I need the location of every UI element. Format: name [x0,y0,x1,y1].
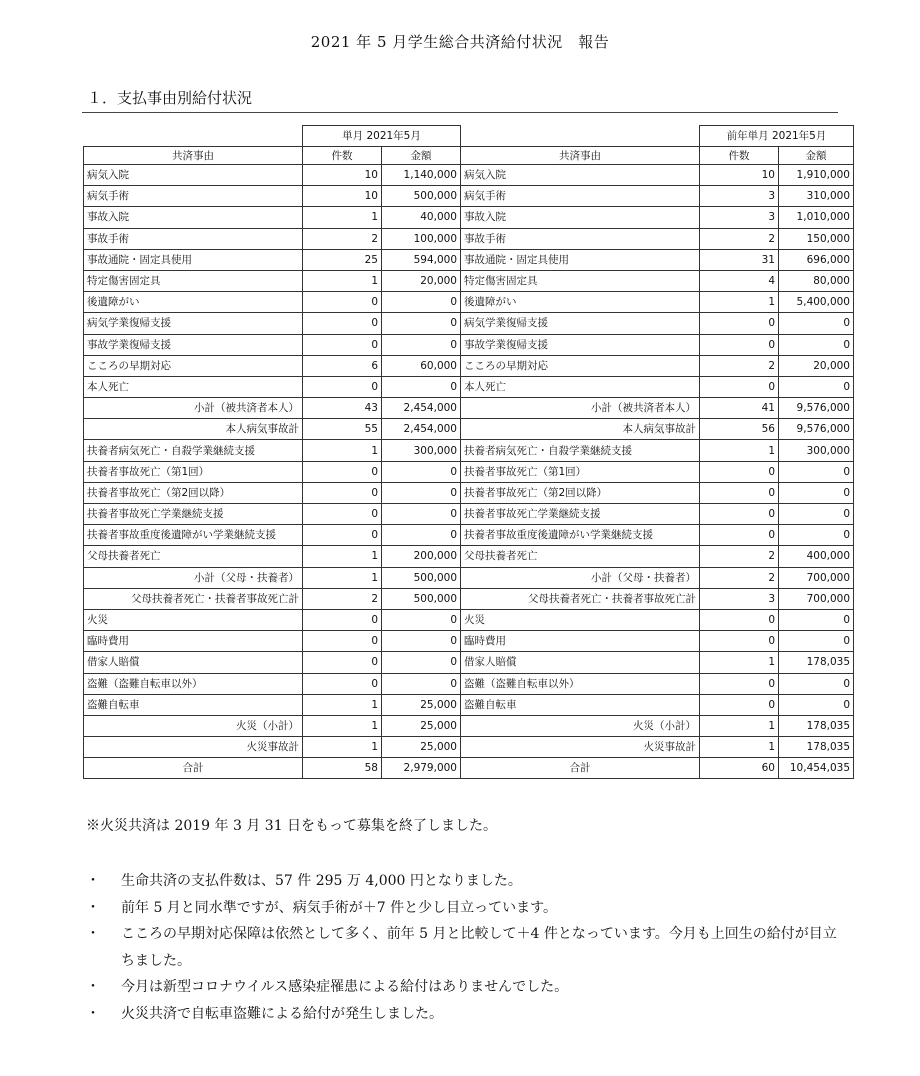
reason-cell-right: 扶養者事故死亡学業継続支援 [461,504,700,525]
count-cell-left: 1 [303,567,382,588]
amount-cell-right: 80,000 [779,270,854,291]
amount-cell-left: 0 [382,525,461,546]
count-cell-left: 25 [303,249,382,270]
count-cell-right: 1 [700,292,779,313]
amount-cell-right: 0 [779,673,854,694]
bullet-mark: ・ [86,926,100,942]
table-row [84,292,854,313]
amount-cell-left: 0 [382,334,461,355]
table-row [84,249,854,270]
count-cell-right: 0 [700,694,779,715]
bullet-mark: ・ [86,979,100,995]
reason-cell-left: 父母扶養者死亡・扶養者事故死亡計 [84,588,303,609]
reason-cell-right: 扶養者病気死亡・自殺学業継続支援 [461,440,700,461]
reason-cell-left: 臨時費用 [84,631,303,652]
table-row [84,165,854,186]
count-cell-left: 2 [303,588,382,609]
col-reason-left: 共済事由 [84,147,303,165]
amount-cell-left: 500,000 [382,186,461,207]
count-cell-right: 1 [700,737,779,758]
reason-cell-left: 扶養者事故死亡（第2回以降） [84,482,303,503]
summary-bullet [86,1001,846,1028]
count-cell-right: 0 [700,313,779,334]
amount-cell-right: 0 [779,525,854,546]
count-cell-left: 10 [303,165,382,186]
reason-cell-right: 合計 [461,758,700,779]
table-row [84,419,854,440]
amount-cell-left: 300,000 [382,440,461,461]
amount-cell-right: 150,000 [779,228,854,249]
count-cell-left: 1 [303,715,382,736]
amount-cell-right: 310,000 [779,186,854,207]
count-cell-left: 0 [303,673,382,694]
count-cell-left: 0 [303,525,382,546]
period-header-row [84,126,854,147]
amount-cell-right: 700,000 [779,588,854,609]
amount-cell-left: 0 [382,292,461,313]
count-cell-right: 0 [700,376,779,397]
count-cell-left: 0 [303,376,382,397]
reason-cell-left: 事故学業復帰支援 [84,334,303,355]
reason-cell-right: 扶養者事故死亡（第2回以降） [461,482,700,503]
amount-cell-right: 9,576,000 [779,419,854,440]
count-cell-right: 1 [700,440,779,461]
count-cell-right: 2 [700,355,779,376]
bullet-text: 生命共済の支払件数は、57 件 295 万 4,000 円となりました。 [121,873,522,889]
reason-cell-right: 事故学業復帰支援 [461,334,700,355]
count-cell-right: 3 [700,207,779,228]
reason-cell-right: 本人死亡 [461,376,700,397]
reason-cell-left: 本人死亡 [84,376,303,397]
table-row [84,652,854,673]
table-row [84,546,854,567]
reason-cell-left: 特定傷害固定具 [84,270,303,291]
count-cell-right: 10 [700,165,779,186]
amount-cell-left: 0 [382,482,461,503]
bullet-mark: ・ [86,899,100,916]
count-cell-left: 1 [303,546,382,567]
summary-bullet [86,921,846,974]
amount-cell-left: 0 [382,504,461,525]
reason-cell-right: 後遺障がい [461,292,700,313]
count-cell-right: 2 [700,228,779,249]
count-cell-left: 10 [303,186,382,207]
reason-cell-left: 事故入院 [84,207,303,228]
reason-cell-right: 父母扶養者死亡・扶養者事故死亡計 [461,588,700,609]
reason-cell-left: 火災（小計） [84,715,303,736]
amount-cell-left: 2,979,000 [382,758,461,779]
bullet-text: 火災共済で自転車盗難による給付が発生しました。 [121,1005,443,1022]
reason-cell-left: 病気学業復帰支援 [84,313,303,334]
count-cell-right: 0 [700,673,779,694]
amount-cell-left: 25,000 [382,694,461,715]
count-cell-right: 2 [700,546,779,567]
table-row [84,588,854,609]
table-row [84,567,854,588]
reason-cell-left: 病気手術 [84,186,303,207]
table-row [84,228,854,249]
table-row [84,376,854,397]
count-cell-left: 0 [303,482,382,503]
count-cell-left: 43 [303,398,382,419]
table-row [84,504,854,525]
reason-cell-right: 本人病気事故計 [461,419,700,440]
count-cell-left: 0 [303,334,382,355]
table-row [84,482,854,503]
count-cell-right: 2 [700,567,779,588]
amount-cell-right: 178,035 [779,737,854,758]
col-amount-right: 金額 [779,147,854,165]
count-cell-right: 0 [700,334,779,355]
table-row [84,461,854,482]
count-cell-left: 1 [303,694,382,715]
reason-cell-left: 火災 [84,609,303,630]
amount-cell-right: 300,000 [779,440,854,461]
table-row [84,270,854,291]
col-amount-left: 金額 [382,147,461,165]
reason-cell-left: 病気入院 [84,165,303,186]
section-divider [82,112,838,113]
amount-cell-right: 0 [779,376,854,397]
column-header-row [84,147,854,165]
count-cell-right: 3 [700,588,779,609]
bullet-mark: ・ [86,1005,100,1022]
reason-cell-left: 父母扶養者死亡 [84,546,303,567]
amount-cell-left: 40,000 [382,207,461,228]
reason-cell-right: 臨時費用 [461,631,700,652]
count-cell-right: 3 [700,186,779,207]
amount-cell-left: 500,000 [382,588,461,609]
reason-cell-left: 事故通院・固定具使用 [84,249,303,270]
amount-cell-right: 696,000 [779,249,854,270]
amount-cell-left: 0 [382,609,461,630]
count-cell-right: 60 [700,758,779,779]
count-cell-right: 4 [700,270,779,291]
count-cell-left: 1 [303,737,382,758]
reason-cell-left: 小計（父母・扶養者） [84,567,303,588]
amount-cell-left: 20,000 [382,270,461,291]
reason-cell-right: 小計（被共済者本人） [461,398,700,419]
amount-cell-right: 178,035 [779,715,854,736]
reason-cell-left: 火災事故計 [84,737,303,758]
amount-cell-left: 0 [382,631,461,652]
summary-bullet [86,974,846,1001]
count-cell-right: 0 [700,482,779,503]
amount-cell-right: 0 [779,504,854,525]
count-cell-right: 56 [700,419,779,440]
count-cell-left: 0 [303,652,382,673]
amount-cell-left: 0 [382,652,461,673]
count-cell-left: 58 [303,758,382,779]
summary-bullet [86,868,846,895]
amount-cell-right: 0 [779,461,854,482]
reason-cell-left: 扶養者事故重度後遺障がい学業継続支援 [84,525,303,546]
table-row [84,673,854,694]
count-cell-right: 1 [700,715,779,736]
fire-insurance-note: ※火災共済は 2019 年 3 月 31 日をもって募集を終了しました。 [86,818,498,834]
amount-cell-left: 100,000 [382,228,461,249]
period-right-header: 前年単月 2021年5月 [700,126,854,147]
count-cell-left: 0 [303,461,382,482]
amount-cell-right: 400,000 [779,546,854,567]
reason-cell-left: こころの早期対応 [84,355,303,376]
amount-cell-left: 0 [382,376,461,397]
table-row [84,609,854,630]
amount-cell-right: 9,576,000 [779,398,854,419]
reason-cell-right: 借家人賠償 [461,652,700,673]
table-row [84,313,854,334]
reason-cell-right: 事故手術 [461,228,700,249]
count-cell-left: 0 [303,292,382,313]
amount-cell-left: 25,000 [382,715,461,736]
table-row [84,525,854,546]
count-cell-right: 1 [700,652,779,673]
amount-cell-right: 10,454,035 [779,758,854,779]
amount-cell-right: 178,035 [779,652,854,673]
amount-cell-left: 0 [382,461,461,482]
reason-cell-left: 借家人賠償 [84,652,303,673]
reason-cell-right: 盗難自転車 [461,694,700,715]
amount-cell-right: 5,400,000 [779,292,854,313]
section-heading: １．支払事由別給付状況 [87,89,253,107]
reason-cell-right: 扶養者事故重度後遺障がい学業継続支援 [461,525,700,546]
reason-cell-right: 火災事故計 [461,737,700,758]
reason-cell-right: 事故入院 [461,207,700,228]
reason-cell-right: こころの早期対応 [461,355,700,376]
reason-cell-left: 扶養者事故死亡学業継続支援 [84,504,303,525]
amount-cell-left: 25,000 [382,737,461,758]
count-cell-left: 0 [303,313,382,334]
reason-cell-right: 父母扶養者死亡 [461,546,700,567]
amount-cell-right: 0 [779,313,854,334]
reason-cell-left: 本人病気事故計 [84,419,303,440]
document-title: 2021 年 5 月学生総合共済給付状況 報告 [310,33,610,51]
reason-cell-right: 特定傷害固定具 [461,270,700,291]
reason-cell-right: 事故通院・固定具使用 [461,249,700,270]
col-reason-right: 共済事由 [461,147,700,165]
reason-cell-left: 合計 [84,758,303,779]
count-cell-left: 0 [303,609,382,630]
reason-cell-left: 盗難（盗難自転車以外） [84,673,303,694]
amount-cell-left: 2,454,000 [382,419,461,440]
reason-cell-left: 盗難自転車 [84,694,303,715]
amount-cell-left: 0 [382,313,461,334]
reason-cell-right: 病気学業復帰支援 [461,313,700,334]
summary-bullets [86,868,846,1027]
table-row [84,758,854,779]
count-cell-left: 55 [303,419,382,440]
reason-cell-right: 病気手術 [461,186,700,207]
count-cell-right: 0 [700,525,779,546]
reason-cell-right: 火災（小計） [461,715,700,736]
count-cell-right: 0 [700,504,779,525]
table-row [84,186,854,207]
table-row [84,694,854,715]
reason-cell-left: 事故手術 [84,228,303,249]
amount-cell-right: 0 [779,631,854,652]
period-left-header: 単月 2021年5月 [303,126,461,147]
reason-cell-right: 病気入院 [461,165,700,186]
benefit-table [83,125,854,779]
amount-cell-left: 594,000 [382,249,461,270]
amount-cell-left: 60,000 [382,355,461,376]
reason-cell-right: 扶養者事故死亡（第1回） [461,461,700,482]
amount-cell-right: 700,000 [779,567,854,588]
table-row [84,398,854,419]
count-cell-right: 31 [700,249,779,270]
count-cell-right: 0 [700,609,779,630]
amount-cell-left: 200,000 [382,546,461,567]
count-cell-left: 1 [303,207,382,228]
bullet-text: 前年 5 月と同水準ですが、病気手術が＋7 件と少し目立っています。 [121,899,558,916]
reason-cell-right: 小計（父母・扶養者） [461,567,700,588]
count-cell-right: 41 [700,398,779,419]
count-cell-left: 1 [303,440,382,461]
count-cell-left: 0 [303,631,382,652]
col-count-right: 件数 [700,147,779,165]
bullet-text: 今月は新型コロナウイルス感染症罹患による給付はありませんでした。 [121,979,569,995]
count-cell-left: 1 [303,270,382,291]
bullet-text: こころの早期対応保障は依然として多く、前年 5 月と比較して＋4 件となっています。今月も上回生の給付が目立ちました。 [121,926,837,969]
amount-cell-left: 2,454,000 [382,398,461,419]
table-row [84,355,854,376]
reason-cell-left: 後遺障がい [84,292,303,313]
table-row [84,631,854,652]
reason-cell-left: 小計（被共済者本人） [84,398,303,419]
amount-cell-right: 0 [779,334,854,355]
table-row [84,207,854,228]
bullet-mark: ・ [86,873,100,889]
count-cell-left: 6 [303,355,382,376]
amount-cell-right: 1,910,000 [779,165,854,186]
count-cell-right: 0 [700,631,779,652]
amount-cell-left: 500,000 [382,567,461,588]
amount-cell-left: 1,140,000 [382,165,461,186]
summary-bullet [86,895,846,922]
table-row [84,737,854,758]
amount-cell-right: 1,010,000 [779,207,854,228]
amount-cell-right: 20,000 [779,355,854,376]
count-cell-left: 0 [303,504,382,525]
table-row [84,715,854,736]
count-cell-right: 0 [700,461,779,482]
table-row [84,334,854,355]
count-cell-left: 2 [303,228,382,249]
amount-cell-left: 0 [382,673,461,694]
reason-cell-right: 火災 [461,609,700,630]
amount-cell-right: 0 [779,609,854,630]
amount-cell-right: 0 [779,694,854,715]
col-count-left: 件数 [303,147,382,165]
table-row [84,440,854,461]
reason-cell-left: 扶養者病気死亡・自殺学業継続支援 [84,440,303,461]
benefit-table-body [84,126,854,779]
reason-cell-right: 盗難（盗難自転車以外） [461,673,700,694]
amount-cell-right: 0 [779,482,854,503]
reason-cell-left: 扶養者事故死亡（第1回） [84,461,303,482]
